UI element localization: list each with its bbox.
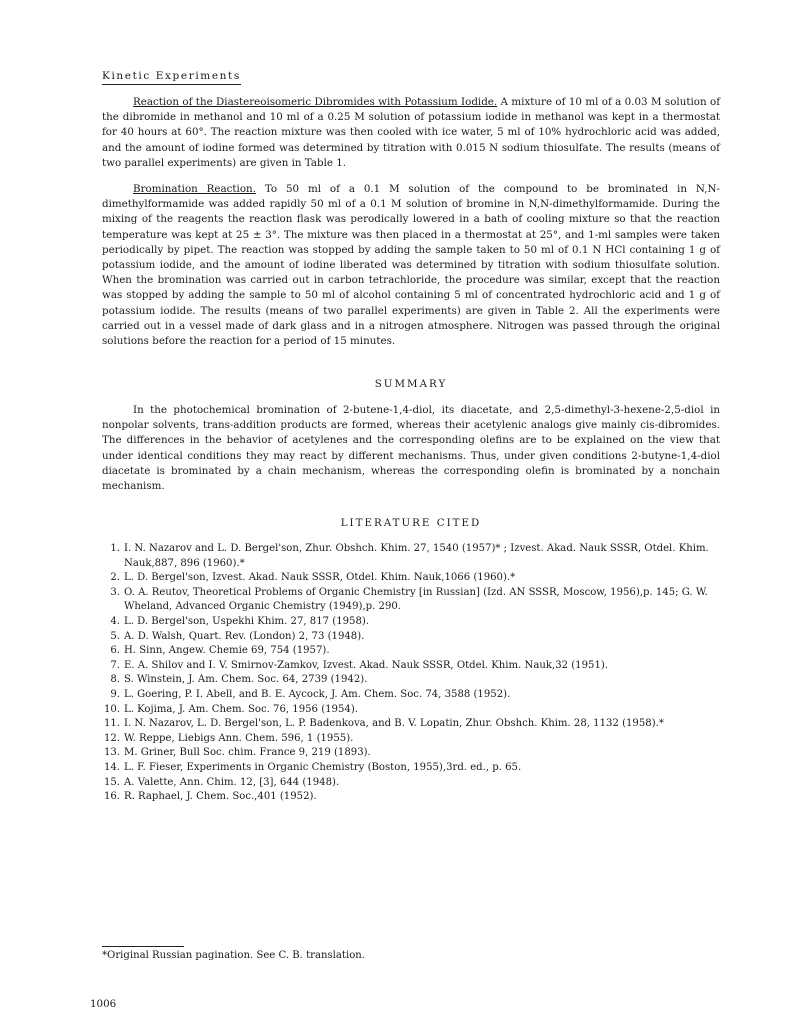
reference-item: [102, 761, 732, 776]
reference-number: 12.: [103, 732, 120, 744]
reference-item: [102, 746, 732, 761]
reference-text: L. D. Bergel'son, Uspekhi Khim. 27, 817 (1958).: [124, 615, 370, 627]
reference-item: [102, 630, 732, 645]
reference-number: 9.: [110, 688, 120, 700]
reference-text: A. D. Walsh, Quart. Rev. (London) 2, 73 (1948).: [124, 630, 365, 642]
kinetic-experiments-heading: Kinetic Experiments: [102, 70, 241, 82]
paragraph-text: To 50 ml of a 0.1 M solution of the compound to be brominated in N,N-dimethylformamide was added rapidly 50 ml of a 0.1 M solution of bromine in N,N-dimethylformamide. During the mixing of the reagents the reaction flask was perodically lowered in a bath of cooling mixture so that the reaction temperature was kept at 25 ± 3°. The mixture was then placed in a thermostat at 25°, and 1-ml samples were taken periodically by pipet. The reaction was stopped by adding the sample taken to 50 ml of 0.1 N HCl containing 1 g of potassium iodide, and the amount of iodine liberated was determined by titration with sodium thiosulfate solution. When the bromination was carried out in carbon tetrachloride, the procedure was similar, except that the reaction was stopped by adding the sample to 50 ml of alcohol containing 5 ml of concentrated hydrochloric acid and 1 g of potassium iodide. The results (means of two parallel experiments) are given in Table 2. All the experiments were carried out in a vessel made of dark glass and in a nitrogen atmosphere. Nitrogen was passed through the original solutions before the reaction for a period of 15 minutes.: [102, 183, 720, 348]
reference-number: 16.: [103, 791, 120, 803]
paragraph-dibromides-reaction: [102, 95, 720, 171]
reference-item: [102, 615, 732, 630]
reference-number: 10.: [103, 703, 120, 715]
reference-number: 13.: [103, 747, 120, 759]
reference-item: [102, 776, 732, 791]
reference-text: W. Reppe, Liebigs Ann. Chem. 596, 1 (1955).: [124, 732, 354, 744]
reference-number: 7.: [110, 659, 120, 671]
paragraph-text: A mixture of 10 ml of a 0.03 M solution of the dibromide in methanol and 10 ml of a 0.25 M solution of potassium iodide in methanol was kept in a thermostat for 40 hours at 60°. The reaction mixture was then cooled with ice water, 5 ml of 10% hydrochloric acid was added, and the amount of iodine formed was determined by titration with 0.015 N sodium thiosulfate. The results (means of two parallel experiments) are given in Table 1.: [102, 96, 721, 169]
summary-paragraph: In the photochemical bromination of 2-butene-1,4-diol, its diacetate, and 2,5-dimethyl-3-hexene-2,5-diol in nonpolar solvents, trans-addition products are formed, whereas their acetylenic analogs give mainly cis-dibromides. The differences in the behavior of acetylenes and the corresponding olefins are to be explained on the view that under identical conditions they may react by different mechanisms. Thus, under given conditions 2-butyne-1,4-diol diacetate is brominated by a chain mechanism, whereas the corresponding olefin is brominated by a nonchain mechanism.: [102, 404, 720, 493]
reference-text: A. Valette, Ann. Chim. 12, [3], 644 (1948).: [124, 776, 340, 788]
reference-number: 6.: [110, 645, 120, 657]
reference-item: [102, 644, 732, 659]
reference-list: [102, 542, 732, 805]
reference-item: [102, 586, 732, 615]
footnote: *Original Russian pagination. See C. B. translation.: [102, 950, 365, 961]
paragraph-bromination-reaction: [102, 182, 720, 349]
reference-number: 4.: [110, 615, 120, 627]
reference-number: 1.: [110, 543, 120, 554]
reference-text: M. Griner, Bull Soc. chim. France 9, 219 (1893).: [124, 747, 371, 759]
reference-number: 3.: [110, 586, 120, 598]
reference-number: 2.: [110, 572, 120, 584]
reference-item: [102, 732, 732, 747]
reference-text: L. D. Bergel'son, Izvest. Akad. Nauk SSSR, Otdel. Khim. Nauk,1066 (1960).*: [124, 572, 516, 584]
reference-text: L. Kojima, J. Am. Chem. Soc. 76, 1956 (1954).: [124, 703, 358, 715]
reference-item: [102, 659, 732, 674]
reference-item: [102, 571, 732, 586]
summary-heading: SUMMARY: [374, 378, 448, 390]
reference-item: [102, 542, 732, 571]
reference-item: [102, 790, 732, 805]
page-number: 1006: [90, 998, 117, 1010]
reference-item: [102, 717, 732, 732]
reference-text: I. N. Nazarov and L. D. Bergel'son, Zhur. Obshch. Khim. 27, 1540 (1957)* ; Izvest. Akad. Nauk SSSR, Otdel. Khim. Nauk,887, 896 (1960).*: [124, 543, 709, 569]
reference-number: 5.: [110, 630, 120, 642]
reference-text: H. Sinn, Angew. Chemie 69, 754 (1957).: [124, 645, 330, 657]
literature-cited-heading: LITERATURE CITED: [340, 517, 482, 529]
reference-item: [102, 688, 732, 703]
reference-number: 14.: [103, 761, 120, 773]
footnote-divider: [102, 946, 184, 947]
reference-number: 11.: [103, 718, 120, 730]
paragraph-lead: Bromination Reaction.: [133, 183, 256, 195]
reference-number: 15.: [103, 776, 120, 788]
reference-text: O. A. Reutov, Theoretical Problems of Organic Chemistry [in Russian] (Izd. AN SSSR, Moscow, 1956),p. 145; G. W. Wheland, Advanced Organic Chemistry (1949),p. 290.: [124, 586, 708, 613]
reference-text: R. Raphael, J. Chem. Soc.,401 (1952).: [124, 791, 317, 803]
reference-item: [102, 703, 732, 718]
reference-text: E. A. Shilov and I. V. Smirnov-Zamkov, Izvest. Akad. Nauk SSSR, Otdel. Khim. Nauk,32 (1951).: [124, 659, 609, 671]
reference-text: L. F. Fieser, Experiments in Organic Chemistry (Boston, 1955),3rd. ed., p. 65.: [124, 761, 522, 773]
reference-item: [102, 673, 732, 688]
reference-number: 8.: [110, 674, 120, 686]
reference-text: I. N. Nazarov, L. D. Bergel'son, L. P. Badenkova, and B. V. Lopatin, Zhur. Obshch. Khim. 28, 1132 (1958).*: [124, 718, 664, 730]
reference-text: L. Goering, P. I. Abell, and B. E. Aycock, J. Am. Chem. Soc. 74, 3588 (1952).: [124, 688, 511, 700]
heading-underline: [102, 84, 241, 85]
reference-text: S. Winstein, J. Am. Chem. Soc. 64, 2739 (1942).: [124, 674, 368, 686]
paragraph-lead: Reaction of the Diastereoisomeric Dibromides with Potassium Iodide.: [133, 96, 498, 108]
